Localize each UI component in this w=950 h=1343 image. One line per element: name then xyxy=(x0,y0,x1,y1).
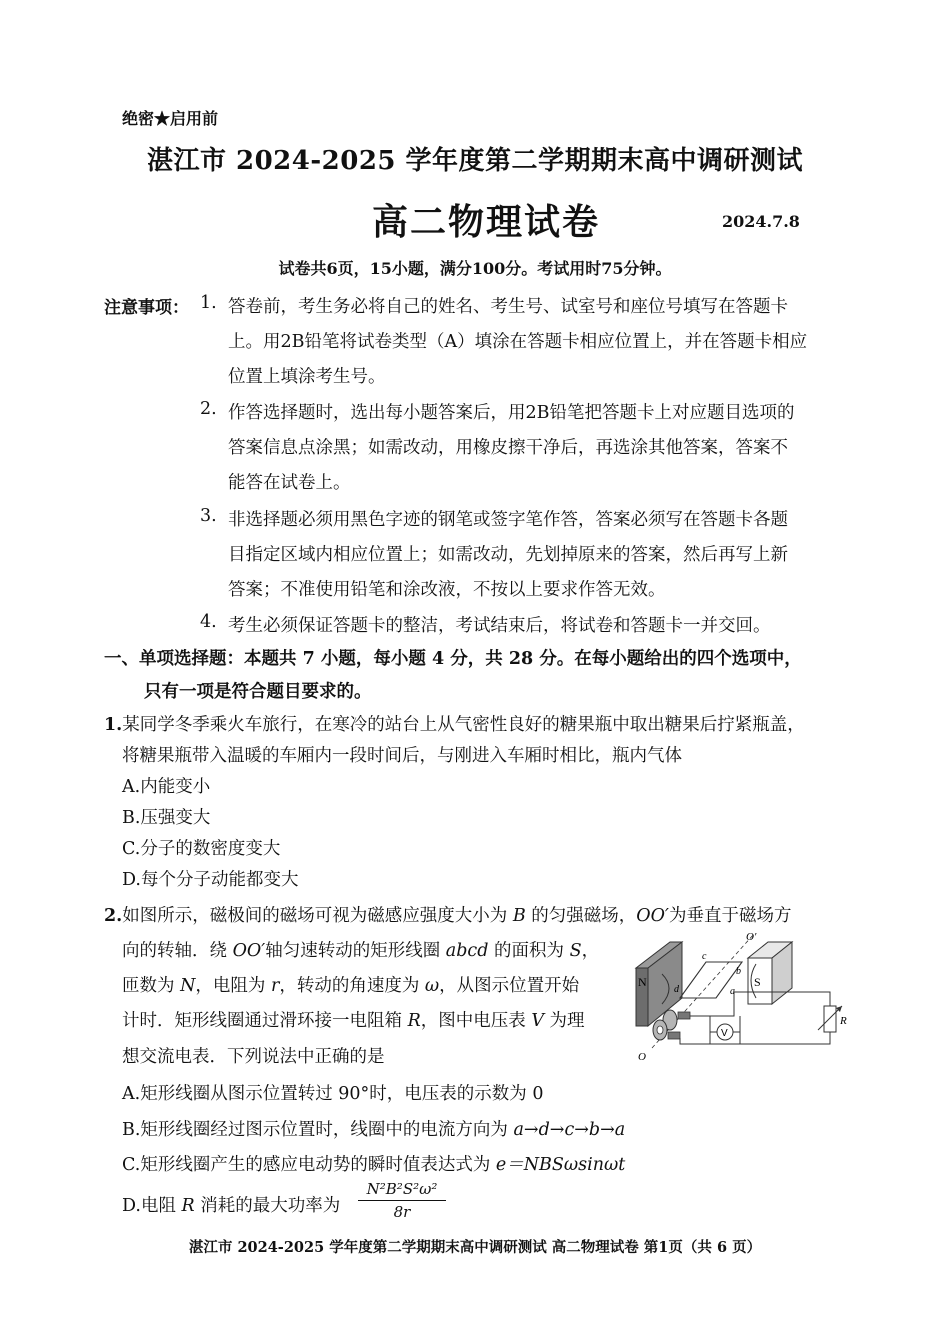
q2-text: ，转动的角速度为 xyxy=(279,976,425,996)
label-c: c xyxy=(702,951,707,962)
q2-text: ， xyxy=(581,941,600,961)
brush-upper xyxy=(678,1012,690,1019)
question-2-number: 2. xyxy=(104,906,123,926)
q2-var-abcd: abcd xyxy=(445,941,489,961)
question-1-number: 1. xyxy=(104,715,123,735)
notice-item-1-number: 1. xyxy=(200,293,217,313)
q2-var-OO: OO′ xyxy=(232,941,266,961)
q2-var-r: r xyxy=(270,976,280,996)
notice-item-3-line-1: 非选择题必须用黑色字迹的钢笔或签字笔作答，答案必须写在答题卡各题 xyxy=(228,510,788,530)
label-N: N xyxy=(638,975,647,989)
fraction-numerator: N²B²S²ω² xyxy=(366,1180,438,1198)
q2-text: 向的转轴．绕 xyxy=(122,941,233,961)
question-2-stem-line-4 xyxy=(122,1007,585,1032)
question-2-stem-line-3 xyxy=(122,972,579,997)
fraction-bar xyxy=(358,1200,446,1201)
label-d: d xyxy=(674,984,679,995)
q2-var-B: B xyxy=(512,906,526,926)
label-O: O xyxy=(638,1051,646,1063)
q2-text: 轴匀速转动的矩形线圈 xyxy=(265,941,446,961)
q2-text: ，电阻为 xyxy=(195,976,271,996)
s-pole-magnet xyxy=(748,942,792,1004)
notice-item-3-line-3: 答案；不准使用铅笔和涂改液，不按以上要求作答无效。 xyxy=(228,580,666,600)
q2-text: ，图中电压表 xyxy=(420,1011,532,1031)
notice-item-3-line-2: 目指定区域内相应位置上；如需改动，先划掉原来的答案，然后再写上新 xyxy=(228,545,788,565)
question-1-stem-line-1 xyxy=(104,711,805,736)
question-1-option-b: B.压强变大 xyxy=(122,808,211,828)
notice-item-4-line-1: 考生必须保证答题卡的整洁，考试结束后，将试卷和答题卡一并交回。 xyxy=(228,616,771,636)
notice-item-2-number: 2. xyxy=(200,399,217,419)
question-2-stem-line-1 xyxy=(104,902,791,927)
q2-option-d-text: 消耗的最大功率为 xyxy=(194,1196,341,1216)
generator-diagram xyxy=(630,928,850,1068)
q2-var-R: R xyxy=(407,1011,421,1031)
brush-lower xyxy=(668,1032,680,1039)
question-2-option-d xyxy=(122,1192,340,1217)
question-1-stem-line-2: 将糖果瓶带入温暖的车厢内一段时间后，与刚进入车厢时相比，瓶内气体 xyxy=(122,746,682,766)
power-fraction xyxy=(358,1180,446,1221)
exam-info: 试卷共6页，15小题，满分100分。考试用时75分钟。 xyxy=(278,259,672,278)
q2-text: 的面积为 xyxy=(488,941,570,961)
q2-text: 计时．矩形线圈通过滑环接一电阻箱 xyxy=(122,1011,408,1031)
notice-item-4-number: 4. xyxy=(200,612,217,632)
question-2-option-b xyxy=(122,1116,625,1141)
question-2-stem-line-2 xyxy=(122,937,599,962)
question-2-option-a: A.矩形线圈从图示位置转过 90°时，电压表的示数为 0 xyxy=(122,1084,544,1104)
q2-var-N: N xyxy=(180,976,196,996)
question-2-option-c xyxy=(122,1151,625,1176)
fraction-denominator: 8r xyxy=(393,1203,411,1221)
label-O-prime: O′ xyxy=(746,931,757,943)
exam-date: 2024.7.8 xyxy=(722,212,800,231)
q2-text: 为理 xyxy=(543,1011,585,1031)
q2-text: 为垂直于磁场方 xyxy=(668,906,792,926)
notice-item-1-line-1: 答卷前，考生务必将自己的姓名、考生号、试室号和座位号填写在答题卡 xyxy=(228,297,788,317)
confidential-label: 绝密★启用前 xyxy=(122,109,219,128)
page-footer: 湛江市 2024-2025 学年度第二学期期末高中调研测试 高二物理试卷 第1页（共 6 页） xyxy=(188,1239,762,1256)
notice-item-1-line-2: 上。用2B铅笔将试卷类型（A）填涂在答题卡相应位置上，并在答题卡相应 xyxy=(228,332,808,352)
paper-subtitle: 高二物理试卷 xyxy=(372,201,601,243)
label-R: R xyxy=(840,1015,847,1027)
q2-text: ，从图示位置开始 xyxy=(439,976,580,996)
notice-item-1-line-3: 位置上填涂考生号。 xyxy=(228,367,386,387)
notice-item-2-line-1: 作答选择题时，选出每小题答案后，用2B铅笔把答题卡上对应题目选项的 xyxy=(228,403,795,423)
notice-item-2-line-3: 能答在试卷上。 xyxy=(228,473,351,493)
section-1-heading-line-1: 一、单项选择题：本题共 7 小题，每小题 4 分，共 28 分。在每小题给出的四个选项中， xyxy=(104,649,802,669)
notice-item-2-line-2: 答案信息点涂黑；如需改动，用橡皮擦干净后，再选涂其他答案，答案不 xyxy=(228,438,788,458)
q2-var-OO: OO′ xyxy=(636,906,669,926)
q2-option-b-path: a→d→c→b→a xyxy=(513,1120,626,1140)
question-1-text-1: 某同学冬季乘火车旅行，在寒冷的站台上从气密性良好的糖果瓶中取出糖果后拧紧瓶盖， xyxy=(122,715,805,735)
q2-option-d-text: D.电阻 xyxy=(122,1196,182,1216)
label-b: b xyxy=(736,966,741,977)
q2-text: 如图所示，磁极间的磁场可视为磁感应强度大小为 xyxy=(122,906,513,926)
q2-var-S: S xyxy=(569,941,582,961)
notice-label: 注意事项： xyxy=(104,298,189,318)
q2-option-c-formula: e＝NBSωsinωt xyxy=(495,1155,626,1175)
exam-title: 湛江市 2024-2025 学年度第二学期期末高中调研测试 xyxy=(146,146,804,176)
question-1-option-d: D.每个分子动能都变大 xyxy=(122,870,299,890)
question-1-option-c: C.分子的数密度变大 xyxy=(122,839,281,859)
q2-option-b-text: B.矩形线圈经过图示位置时，线圈中的电流方向为 xyxy=(122,1120,514,1140)
question-2-stem-line-5: 想交流电表．下列说法中正确的是 xyxy=(122,1047,385,1067)
notice-item-3-number: 3. xyxy=(200,506,217,526)
resistor-box xyxy=(824,1006,836,1032)
label-V: V xyxy=(721,1028,728,1039)
question-1-option-a: A.内能变小 xyxy=(122,777,211,797)
q2-var-R: R xyxy=(181,1196,195,1216)
label-S: S xyxy=(754,975,761,989)
q2-option-c-text: C.矩形线圈产生的感应电动势的瞬时值表达式为 xyxy=(122,1155,496,1175)
q2-text: 的匀强磁场， xyxy=(525,906,637,926)
q2-var-omega: ω xyxy=(424,976,440,996)
section-1-heading-line-2: 只有一项是符合题目要求的。 xyxy=(144,682,372,702)
q2-var-V: V xyxy=(531,1011,544,1031)
label-a: a xyxy=(730,986,735,997)
q2-text: 匝数为 xyxy=(122,976,181,996)
